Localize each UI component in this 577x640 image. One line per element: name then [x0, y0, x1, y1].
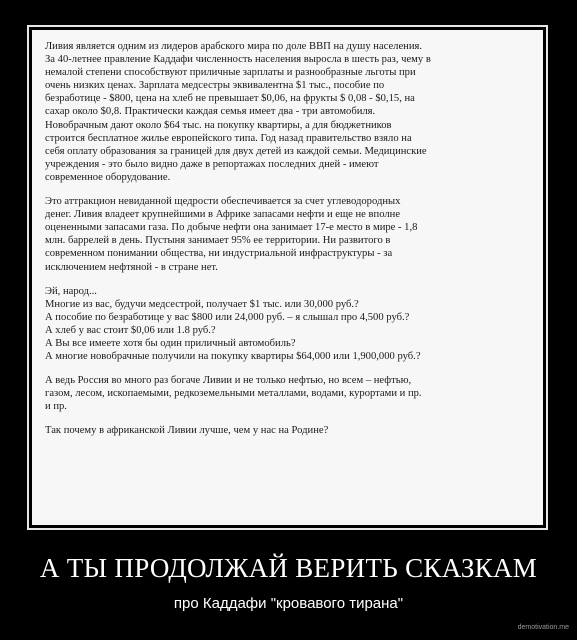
text-line: Эй, народ...	[45, 285, 97, 297]
watermark: demotivation.me	[517, 624, 569, 631]
text-line: денег. Ливия владеет крупнейшими в Африке запасами нефти и еще не вполне	[45, 209, 401, 221]
text-line: оцененными запасами газа. По добыче нефти она занимает 17-е место в мире - 1,8	[45, 222, 418, 234]
text-line: А хлеб у вас стоит $0,06 или 1.8 руб.?	[45, 324, 216, 336]
text-line: исключением нефтяной - в стране нет.	[45, 261, 218, 273]
text-line: безработице - $800, цена на хлеб не превышает $0,06, на фрукты $ 0,08 - $0,15, на	[45, 93, 415, 105]
poster-subline: про Каддафи "кровавого тирана"	[173, 595, 404, 612]
poster-headline: А ТЫ ПРОДОЛЖАЙ ВЕРИТЬ СКАЗКАМ	[39, 553, 538, 583]
text-line: современное оборудование.	[45, 171, 171, 183]
poster-frame	[27, 25, 548, 530]
text-line: млн. баррелей в день. Пустыня занимает 95% ее территории. Ни развитого в	[45, 235, 391, 247]
text-line: Многие из вас, будучи медсестрой, получает $1 тыс. или 30,000 руб.?	[45, 298, 359, 310]
text-line: Новобрачным дают около $64 тыс. на покупку квартиры, а для бюджетников	[45, 119, 392, 131]
text-line: А ведь Россия во много раз богаче Ливии и не только нефтью, но всем – нефтью,	[45, 375, 412, 387]
text-line: А многие новобрачные получили на покупку квартиры $64,000 или 1,900,000 руб.?	[45, 351, 421, 363]
paragraph-1	[45, 40, 529, 184]
text-line: строится бесплатное жилье европейского типа. Год назад правительство взяло на	[45, 132, 412, 144]
text-line: За 40-летнее правление Каддафи численность населения выросла в шесть раз, чему в	[45, 54, 431, 66]
article-text-block	[32, 30, 543, 525]
text-line: учреждения - это было видно даже в репортажах последних дней - имеют	[45, 158, 379, 170]
text-line: сахар около $0,8. Практически каждая семья имеет два - три автомобиля.	[45, 106, 376, 118]
paragraph-3	[45, 285, 529, 364]
text-line: А пособие по безработице у вас $800 или 24,000 руб. – я слышал про 4,500 руб.?	[45, 311, 410, 323]
text-line: А Вы все имеете хотя бы один приличный автомобиль?	[45, 337, 296, 349]
text-line: немалой степени способствуют приличные зарплаты и разнообразные льготы при	[45, 67, 416, 79]
text-line: Ливия является одним из лидеров арабского мира по доле ВВП на душу населения.	[45, 41, 423, 52]
text-line: Это аттракцион невиданной щедрости обеспечивается за счет углеводородных	[45, 196, 401, 208]
paragraph-5	[45, 424, 529, 437]
text-line: Так почему в африканской Ливии лучше, чем у нас на Родине?	[45, 425, 329, 437]
text-line: себя оплату образования за границей для двух детей из каждой семьи. Медицинские	[45, 145, 427, 157]
text-line: очень низких ценах. Зарплата медсестры эквивалентна $1 тыс., пособие по	[45, 80, 385, 92]
text-line: газом, лесом, ископаемыми, редкоземельными металлами, водами, курортами и пр.	[45, 388, 422, 400]
text-line: и пр.	[45, 401, 67, 413]
paragraph-2	[45, 195, 529, 274]
paragraph-4	[45, 374, 529, 413]
text-line: современном понимании общества, ни индустриальной инфраструктуры - за	[45, 248, 393, 260]
